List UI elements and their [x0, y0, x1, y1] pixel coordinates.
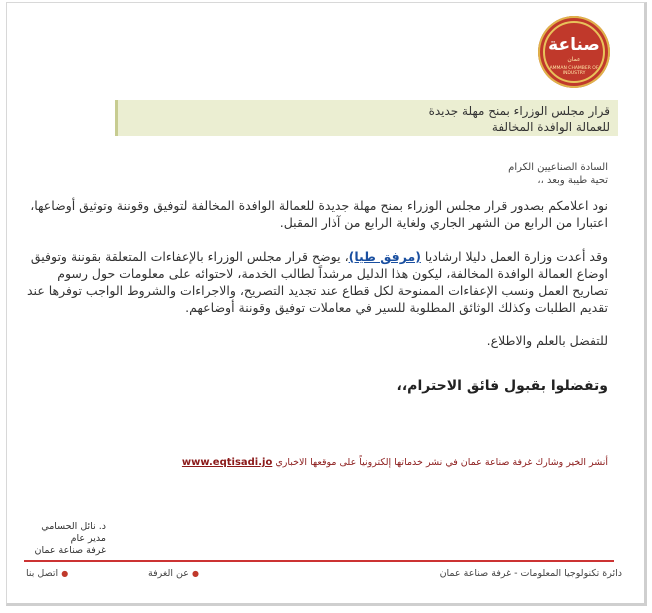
title-banner — [115, 100, 618, 136]
title-line-1: قرار مجلس الوزراء بمنح مهلة جديدة — [428, 104, 610, 118]
title-line-2: للعمالة الوافدة المخالفة — [491, 120, 610, 134]
share-text: أنشر الخير وشارك غرفة صناعة عمان في نشر خدماتها إلكترونياً على موقعها الاخباري — [275, 457, 608, 468]
footer-contact-label: اتصل بنا — [26, 568, 59, 579]
p2-text-after: ، يوضح قرار مجلس الوزراء بالإعفاءات المتعلقة بقوننة وتوفيق اوضاع العمالة الوافدة المخالفة، ليكون هذا الدليل مرشداً لطالب الخدمة، لاحتوائه على معلومات حول رسوم تصاريح العمل ونسب الإعفاءات الممنوحة لكل قطاع عند تجديد التصريح، والاجراءات والشروط الواجب توفرها عند تقديم الطلبات وكذلك الوثائق المطلوبة للسير في معاملات توفيق وقوننة أوضاعهم. — [26, 249, 608, 315]
signature-org: غرفة صناعة عمان — [34, 545, 106, 556]
signature-block — [26, 521, 106, 557]
bullet-icon: ● — [191, 569, 199, 578]
p2-text-before: وقد أعدت وزارة العمل دليلا ارشاديا — [420, 249, 608, 264]
footer-department: دائرة تكنولوجيا المعلومات - غرفة صناعة عمان — [439, 568, 622, 579]
footer-about-label: عن الغرفة — [148, 568, 189, 579]
share-line — [182, 457, 608, 468]
logo-arabic-name: صناعة — [548, 35, 600, 55]
closing-line: وتفضلوا بقبول فائق الاحترام،، — [396, 378, 608, 394]
logo-english-name: AMMAN CHAMBER OF INDUSTRY — [549, 66, 599, 76]
greeting-line-2: تحية طيبة وبعد ،، — [537, 175, 608, 186]
signature-role: مدير عام — [70, 533, 106, 544]
greeting — [508, 161, 608, 187]
body-paragraph-2 — [18, 248, 608, 316]
footer-contact-link[interactable] — [26, 568, 68, 579]
logo-arabic-sub: عمان — [567, 56, 581, 63]
signature-name: د. نائل الحسامي — [41, 521, 106, 532]
bullet-icon: ● — [61, 569, 69, 578]
chamber-logo — [538, 16, 610, 88]
body-paragraph-3: للتفضل بالعلم والاطلاع. — [486, 333, 608, 348]
footer-about-link[interactable] — [148, 568, 199, 579]
greeting-line-1: السادة الصناعيين الكرام — [508, 162, 608, 173]
body-paragraph-1: نود اعلامكم بصدور قرار مجلس الوزراء بمنح مهلة جديدة للعمالة الوافدة المخالفة لتوفيق وقوننة وتوثيق أوضاعها، اعتبارا من الرابع من الشهر الجاري ولغاية الرابع من آذار المقبل. — [30, 198, 608, 230]
attachment-link[interactable]: (مرفق طيا) — [348, 249, 421, 264]
footer-divider — [24, 560, 614, 562]
share-site-link[interactable]: www.eqtisadi.jo — [181, 457, 273, 468]
